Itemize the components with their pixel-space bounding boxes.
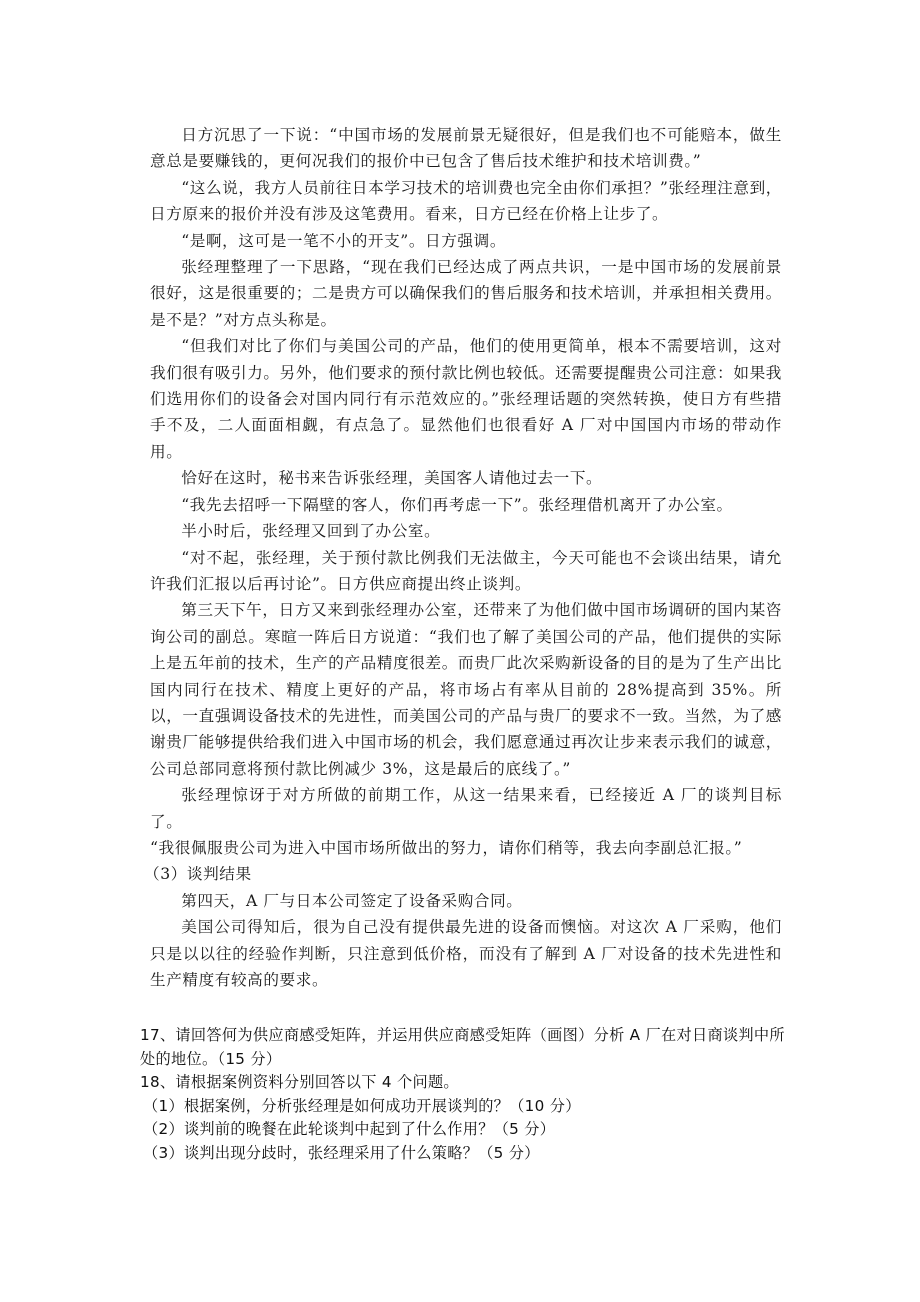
paragraph: 恰好在这时，秘书来告诉张经理，美国客人请他过去一下。 (181, 469, 603, 488)
section-heading: （3）谈判结果 (144, 865, 252, 884)
paragraph: 日方沉思了一下说：“中国市场的发展前景无疑很好，但是我们也不可能赔本，做生意总是要赚钱的，更何况我们的报价中已包含了售后技术维护和技术培训费。” (150, 126, 782, 171)
paragraph: 张经理惊讶于对方所做的前期工作，从这一结果来看，已经接近 A 厂的谈判目标了。 (150, 786, 782, 831)
paragraph: 第四天，A 厂与日本公司签定了设备采购合同。 (181, 891, 523, 910)
paragraph: “我先去招呼一下隔壁的客人，你们再考虑一下”。张经理借机离开了办公室。 (181, 495, 733, 514)
question-18-part-3: （3）谈判出现分歧时，张经理采用了什么策略？（5 分） (143, 1143, 540, 1162)
paragraph: “我很佩服贵公司为进入中国市场所做出的努力，请你们稍等，我去向李副总汇报。” (150, 838, 743, 857)
question-17: 17、请回答何为供应商感受矩阵，并运用供应商感受矩阵（画图）分析 A 厂在对日商谈判中所处的地位。（15 分） (140, 1026, 785, 1068)
question-18-part-2: （2）谈判前的晚餐在此轮谈判中起到了什么作用？（5 分） (143, 1120, 556, 1138)
paragraph: “这么说，我方人员前往日本学习技术的培训费也完全由你们承担？”张经理注意到，日方原来的报价并没有涉及这笔费用。看来，日方已经在价格上让步了。 (150, 178, 782, 224)
paragraph: 半小时后，张经理又回到了办公室。 (181, 522, 441, 541)
paragraph: “是啊，这可是一笔不小的开支”。日方强调。 (181, 231, 507, 250)
question-18: 18、请根据案例资料分别回答以下 4 个问题。 (140, 1073, 459, 1091)
paragraph: “但我们对比了你们与美国公司的产品，他们的使用更简单，根本不需要培训，这对我们很有吸引力。另外，他们要求的预付款比例也较低。还需要提醒贵公司注意：如果我们选用你们的设备会对国内同行有示范效应的。”张经理话题的突然转换，使日方有些措手不及，二人面面相觑，有点急了。显然他们也很看好 A 厂对中国国内市场的带动作用。 (150, 337, 782, 461)
paragraph: 第三天下午，日方又来到张经理办公室，还带来了为他们做中国市场调研的国内某咨询公司的副总。寒暄一阵后日方说道：“我们也了解了美国公司的产品，他们提供的实际上是五年前的技术，生产的产品精度很差。而贵厂此次采购新设备的目的是为了生产出比国内同行在技术、精度上更好的产品，将市场占有率从目前的 28%提高到 35%。所以，一直强调设备技术的先进性，而美国公司的产品与贵厂的要求不一致。当然，为了感谢贵厂能够提供给我们进入中国市场的机会，我们愿意通过再次让步来表示我们的诚意，公司总部同意将预付款比例减少 3%，这是最后的底线了。” (150, 601, 782, 778)
question-18-part-1: （1）根据案例，分析张经理是如何成功开展谈判的？（10 分） (143, 1096, 581, 1115)
paragraph: “对不起，张经理，关于预付款比例我们无法做主，今天可能也不会谈出结果，请允许我们汇报以后再讨论”。日方供应商提出终止谈判。 (150, 548, 782, 593)
exam-questions (140, 1024, 785, 1165)
case-narrative (144, 122, 782, 993)
paragraph: 美国公司得知后，很为自己没有提供最先进的设备而懊恼。对这次 A 厂采购，他们只是以以往的经验作判断，只注意到低价格，而没有了解到 A 厂对设备的技术先进性和生产精度有较高的要求。 (150, 918, 782, 989)
paragraph: 张经理整理了一下思路，“现在我们已经达成了两点共识，一是中国市场的发展前景很好，这是很重要的；二是贵方可以确保我们的售后服务和技术培训，并承担相关费用。是不是？”对方点头称是。 (150, 258, 782, 329)
